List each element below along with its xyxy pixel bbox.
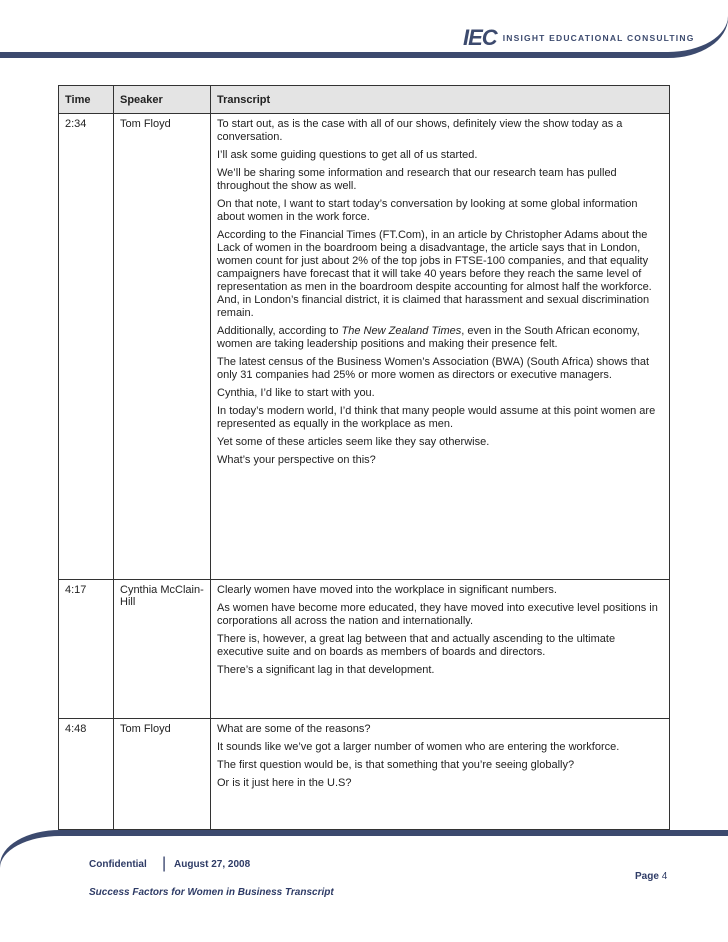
iec-logo [463, 27, 695, 49]
transcript-paragraph: As women have become more educated, they have moved into executive level positions in corporations all across the nation and internationally. [217, 602, 658, 627]
page-number [635, 871, 667, 882]
table-header-row [59, 86, 670, 114]
transcript-paragraph-nz [217, 325, 663, 351]
transcript-paragraph: Clearly women have moved into the workplace in significant numbers. [217, 584, 557, 596]
transcript-paragraph: In today’s modern world, I’d think that many people would assume at this point women are represented as equally in the workplace as men. [217, 405, 656, 430]
header-time: Time [59, 86, 114, 114]
row-time: 4:48 [59, 719, 114, 830]
transcript-paragraph: It sounds like we’ve got a larger number of women who are entering the workforce. [217, 741, 620, 753]
transcript-paragraph: According to the Financial Times (FT.Com), in an article by Christopher Adams about the Lack of women in the boardroom being a disadvantage, the article says that in London, women count for just about 2% of the top jobs in FTSE-100 companies, and that equality campaigners have forecast that it will take 40 years before they reach the same level of representation as men in the boardroom despite accounting for almost half the workforce. And, in London’s financial district, it is claimed that harassment and sexual discrimination remain. [217, 229, 652, 319]
page-label: Page [635, 871, 659, 882]
transcript-paragraph: To start out, as is the case with all of our shows, definitely view the show today as a conversation. [217, 118, 623, 143]
table-row [59, 580, 670, 719]
transcript-paragraph: What are some of the reasons? [217, 723, 371, 735]
page-value: 4 [661, 871, 668, 882]
row-speaker: Tom Floyd [114, 719, 211, 830]
footer-separator: | [162, 855, 167, 872]
transcript-paragraph: Yet some of these articles seem like they say otherwise. [217, 436, 490, 448]
transcript-paragraph: Or is it just here in the U.S? [217, 777, 352, 789]
header-speaker: Speaker [114, 86, 211, 114]
row-time: 2:34 [59, 114, 114, 580]
transcript-paragraph: The first question would be, is that something that you’re seeing globally? [217, 759, 575, 771]
table-row [59, 719, 670, 830]
logo-mark: IEC [463, 25, 497, 50]
transcript-paragraph: We’ll be sharing some information and research that our research team has pulled throughout the show as well. [217, 167, 617, 192]
nz-lead: Additionally, according to [217, 325, 342, 337]
transcript-paragraph: Cynthia, I’d like to start with you. [217, 387, 375, 399]
header-transcript: Transcript [211, 86, 670, 114]
confidential-label: Confidential [89, 859, 147, 870]
row-transcript [211, 719, 670, 830]
document-title: Success Factors for Women in Business Transcript [89, 887, 334, 898]
transcript-paragraph: I’ll ask some guiding questions to get all of us started. [217, 149, 478, 161]
row-transcript [211, 114, 670, 580]
transcript-paragraph: What’s your perspective on this? [217, 454, 376, 466]
row-speaker: Tom Floyd [114, 114, 211, 580]
transcript-paragraph: On that note, I want to start today’s conversation by looking at some global information about women in the work force. [217, 198, 638, 223]
transcript-paragraph: There is, however, a great lag between that and actually ascending to the ultimate executive suite and on boards as members of boards and directors. [217, 633, 616, 658]
nz-rest: , even in the South African economy, women are taking leadership positions and making their presence felt. [217, 325, 640, 350]
row-speaker: Cynthia McClain-Hill [114, 580, 211, 719]
transcript-paragraph: The latest census of the Business Women’s Association (BWA) (South Africa) shows that only 31 companies had 25% or more women as directors or executive managers. [217, 356, 650, 381]
row-time: 4:17 [59, 580, 114, 719]
table-row [59, 114, 670, 580]
logo-text: INSIGHT EDUCATIONAL CONSULTING [502, 33, 695, 43]
transcript-table [58, 85, 670, 830]
footer-date: August 27, 2008 [174, 859, 251, 870]
transcript-paragraph: There’s a significant lag in that development. [217, 664, 435, 676]
nz-title: The New Zealand Times [341, 325, 462, 337]
row-transcript [211, 580, 670, 719]
